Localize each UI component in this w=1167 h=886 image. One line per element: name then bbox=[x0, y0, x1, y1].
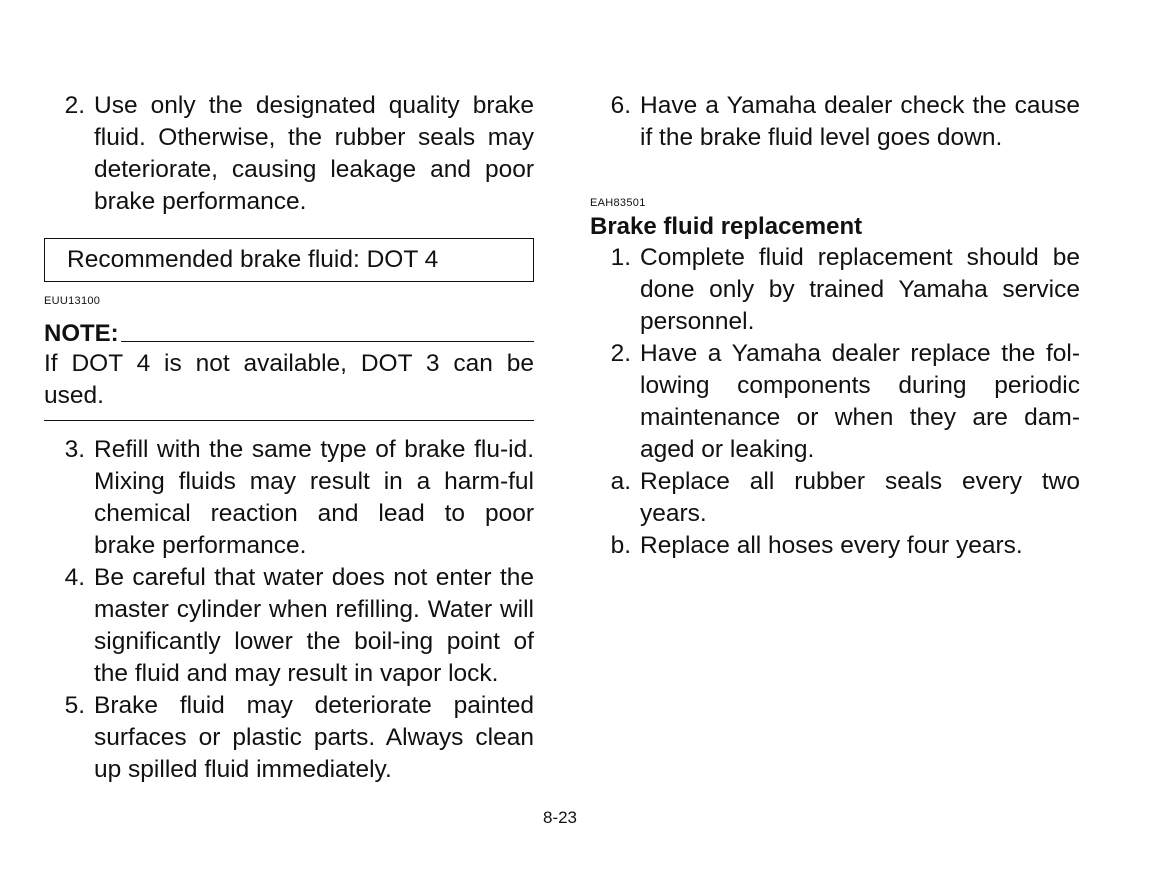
item-letter: a. bbox=[610, 468, 631, 495]
item-text: Replace all hoses every four years. bbox=[640, 532, 1023, 559]
list-item bbox=[590, 466, 1080, 530]
item-text: Be careful that water does not enter the master cylinder when refilling. Water will significantly lower the boil-ing point of the fluid and may result in vapor lock. bbox=[94, 564, 534, 687]
item-text: Have a Yamaha dealer check the cause if the brake fluid level goes down. bbox=[640, 92, 1080, 151]
item-text: Use only the designated quality brake fluid. Otherwise, the rubber seals may deteriorate, causing leakage and poor brake performance. bbox=[94, 92, 534, 215]
list-item bbox=[44, 90, 534, 218]
note-title: NOTE: bbox=[44, 320, 119, 347]
item-number: 1. bbox=[610, 244, 631, 271]
left-column bbox=[44, 90, 534, 786]
item-number: 2. bbox=[610, 340, 631, 367]
list-item bbox=[590, 338, 1080, 466]
item-number: 3. bbox=[64, 436, 85, 463]
section-code: EAH83501 bbox=[590, 197, 646, 209]
item-number: 2. bbox=[64, 92, 85, 119]
item-text: Brake fluid may deteriorate painted surfaces or plastic parts. Always clean up spilled fluid immediately. bbox=[94, 692, 534, 783]
item-number: 6. bbox=[610, 92, 631, 119]
note-rule bbox=[121, 341, 534, 342]
item-number: 4. bbox=[64, 564, 85, 591]
item-text: Refill with the same type of brake flu-id. Mixing fluids may result in a harm-ful chemical reaction and lead to poor brake performance. bbox=[94, 436, 534, 559]
item-text: Replace all rubber seals every two years. bbox=[640, 468, 1080, 527]
list-item bbox=[590, 90, 1080, 154]
section-title: Brake fluid replacement bbox=[590, 213, 863, 240]
right-column bbox=[590, 90, 1080, 562]
list-item bbox=[44, 562, 534, 690]
list-item bbox=[590, 242, 1080, 338]
recommended-fluid-box: Recommended brake fluid: DOT 4 bbox=[44, 238, 534, 282]
item-number: 5. bbox=[64, 692, 85, 719]
note-code: EUU13100 bbox=[44, 295, 101, 307]
note-header bbox=[44, 316, 534, 348]
list-item bbox=[44, 690, 534, 786]
list-item bbox=[590, 530, 1080, 562]
item-text: Have a Yamaha dealer replace the fol-lowing components during periodic maintenance or when they are dam-aged or leaking. bbox=[640, 340, 1080, 463]
note-text: If DOT 4 is not available, DOT 3 can be used. bbox=[44, 348, 534, 421]
page-number: 8-23 bbox=[542, 808, 578, 827]
item-letter: b. bbox=[610, 532, 631, 559]
item-text: Complete fluid replacement should be done only by trained Yamaha service personnel. bbox=[640, 244, 1080, 335]
list-item bbox=[44, 434, 534, 562]
